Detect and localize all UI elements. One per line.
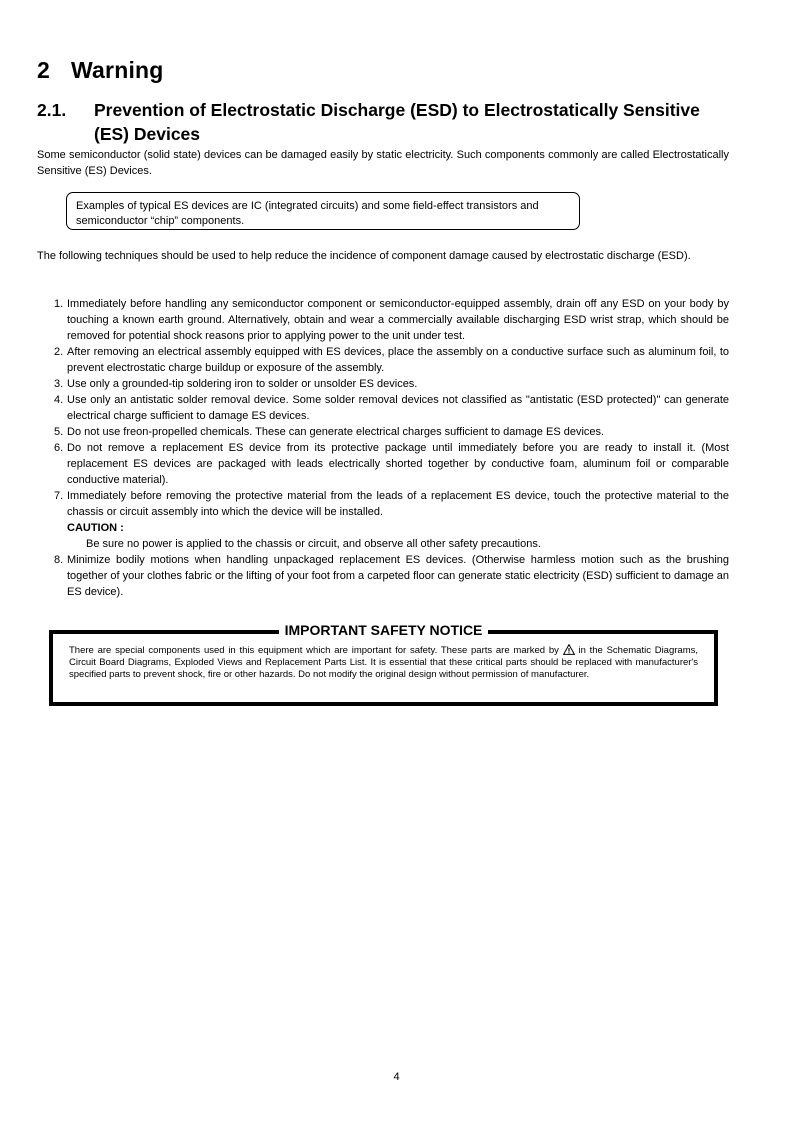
list-item: 5. Do not use freon-propelled chemicals. These can generate electrical charges sufficient to damage ES devices.: [54, 426, 605, 438]
list-item: 7. Immediately before removing the protective material from the leads of a replacement ES device, touch the protective material to the chassis or circuit assembly into which the device will be installed.: [54, 490, 729, 518]
list-item: 6. Do not remove a replacement ES device from its protective package until immediately before you are ready to install it. (Most replacement ES devices are packaged with leads electrically shorted together by conductive foam, aluminum foil or comparable conductive material).: [54, 442, 729, 486]
esd-steps-list: [37, 296, 729, 600]
section-number: 2: [37, 57, 50, 83]
intro-paragraph: Some semiconductor (solid state) devices can be damaged easily by static electricity. Such components commonly are called Electrostatically Sensitive (ES) Devices.: [37, 149, 729, 177]
section-heading: [37, 57, 164, 84]
list-item: 1. Immediately before handling any semiconductor component or semiconductor-equipped assembly, drain off any ESD on your body by touching a known earth ground. Alternatively, obtain and wear a commercially available discharging ESD wrist strap, which should be removed for potential shock reasons prior to applying power to the unit under test.: [54, 298, 729, 342]
list-item: 3. Use only a grounded-tip soldering iron to solder or unsolder ES devices.: [54, 378, 418, 390]
section-title: Warning: [71, 57, 164, 83]
page-number: 4: [393, 1071, 400, 1083]
safety-notice-text: There are special components used in this equipment which are important for safety. These parts are marked by in the Schematic Diagrams, Circuit Board Diagrams, Exploded Views and Replacement Parts List. It is essential that these critical parts should be replaced with manufacturer's specified parts to prevent shock, fire or other hazards. Do not modify the original design without permission of manufacturer.: [69, 645, 699, 680]
important-safety-notice: [49, 622, 718, 706]
caution-label: CAUTION :: [67, 522, 124, 534]
techniques-paragraph: The following techniques should be used to help reduce the incidence of component damage caused by electrostatic discharge (ESD).: [37, 250, 691, 262]
list-item: 4. Use only an antistatic solder removal device. Some solder removal devices not classified as "antistatic (ESD protected)" can generate electrical charge sufficient to damage ES devices.: [54, 394, 729, 422]
list-item: 8. Minimize bodily motions when handling unpackaged replacement ES devices. (Otherwise harmless motion such as the brushing together of your clothes fabric or the lifting of your foot from a carpeted floor can generate static electricity (ESD) sufficient to damage an ES device).: [54, 554, 729, 598]
es-devices-example-box: Examples of typical ES devices are IC (integrated circuits) and some field-effect transistors and semiconductor “chip” components.: [66, 192, 580, 230]
warning-triangle-icon: [563, 644, 575, 655]
caution-text: Be sure no power is applied to the chassis or circuit, and observe all other safety precautions.: [86, 538, 541, 550]
subsection-title: Prevention of Electrostatic Discharge (ESD) to Electrostatically Sensitive (ES) Devices: [94, 100, 700, 144]
subsection-number: 2.1.: [37, 100, 67, 120]
safety-notice-title: IMPORTANT SAFETY NOTICE: [279, 622, 489, 638]
list-item: 2. After removing an electrical assembly equipped with ES devices, place the assembly on a conductive surface such as aluminum foil, to prevent electrostatic charge buildup or exposure of the assembly.: [54, 346, 729, 374]
